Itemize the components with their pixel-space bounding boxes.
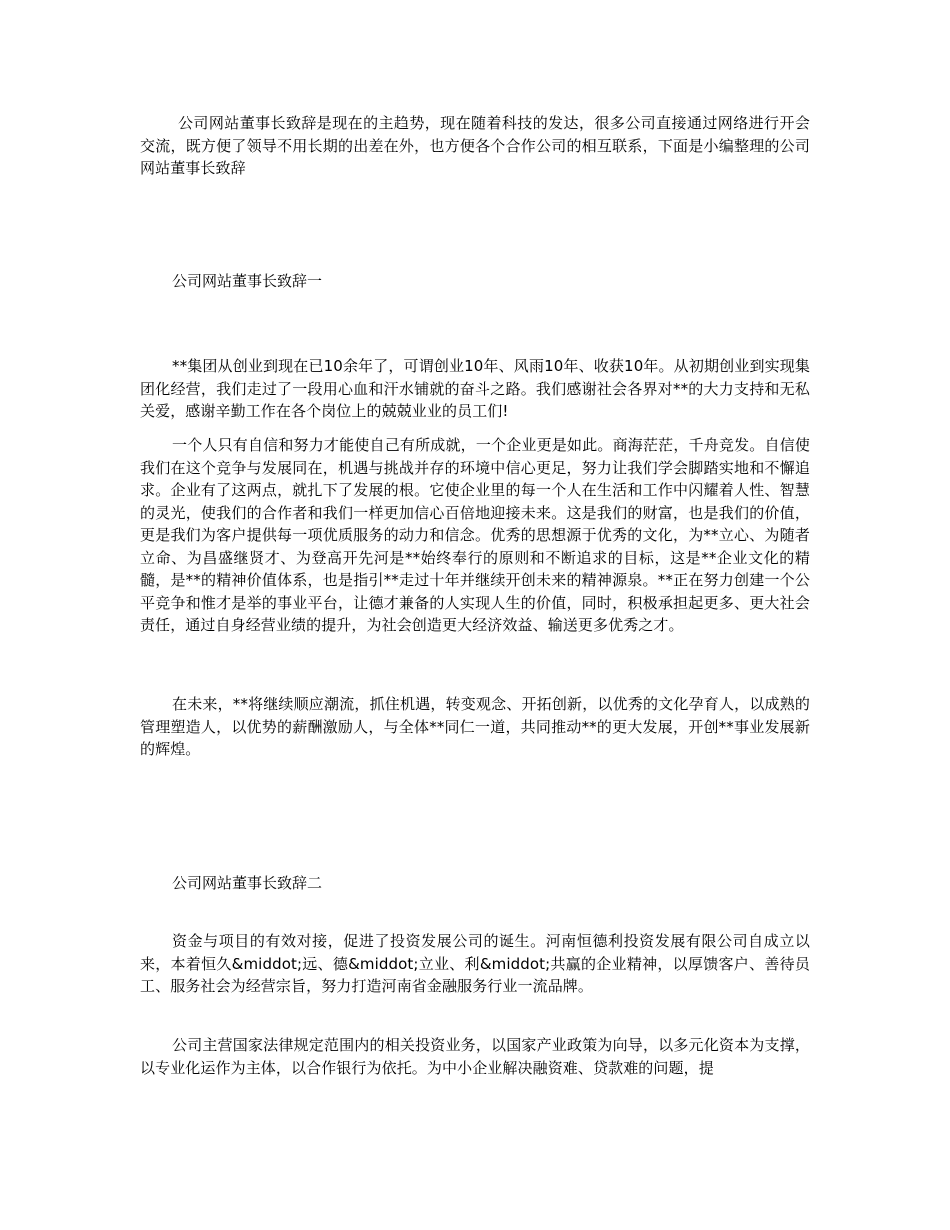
section-one-heading: 公司网站董事长致辞一 [172,272,323,290]
section-two-paragraph-2: 公司主营国家法律规定范围内的相关投资业务，以国家产业政策为向导，以多元化资本为支撑，以专业化运作为主体，以合作银行为依托。为中小企业解决融资难、贷款难的问题，提 [140,1036,810,1077]
section-two-paragraph-1: 资金与项目的有效对接，促进了投资发展公司的诞生。河南恒德利投资发展有限公司自成立以来，本着恒久&middot;远、德&middot;立业、利&middot;共赢的企业精神，以厚馈客户、善待员工、服务社会为经营宗旨，努力打造河南省金融服务行业一流品牌。 [140,932,810,995]
intro-paragraph: 公司网站董事长致辞是现在的主趋势，现在随着科技的发达，很多公司直接通过网络进行开会交流，既方便了领导不用长期的出差在外，也方便各个合作公司的相互联系，下面是小编整理的公司网站董事长致辞 [140,114,810,177]
section-two-heading: 公司网站董事长致辞二 [172,874,323,892]
section-one-paragraph-2: 一个人只有自信和努力才能使自己有所成就，一个企业更是如此。商海茫茫，千舟竞发。自信使我们在这个竞争与发展同在，机遇与挑战并存的环境中信心更足，努力让我们学会脚踏实地和不懈追求。企业有了这两点，就扎下了发展的根。它使企业里的每一个人在生活和工作中闪耀着人性、智慧的灵光，使我们的合作者和我们一样更加信心百倍地迎接未来。这是我们的财富，也是我们的价值，更是我们为客户提供每一项优质服务的动力和信念。优秀的思想源于优秀的文化，为**立心、为随者立命、为昌盛继贤才、为登高开先河是**始终奉行的原则和不断追求的目标，这是**企业文化的精髓，是**的精神价值体系，也是指引**走过十年并继续开创未来的精神源泉。**正在努力创建一个公平竞争和惟才是举的事业平台，让德才兼备的人实现人生的价值，同时，积极承担起更多、更大社会责任，通过自身经营业绩的提升，为社会创造更大经济效益、输送更多优秀之才。 [140,436,810,634]
section-one-paragraph-3: 在未来，**将继续顺应潮流，抓住机遇，转变观念、开拓创新，以优秀的文化孕育人，以成熟的管理塑造人，以优势的薪酬激励人，与全体**同仁一道，共同推动**的更大发展，开创**事业发展新的辉煌。 [140,695,810,758]
section-one-paragraph-1: **集团从创业到现在已10余年了，可谓创业10年、风雨10年、收获10年。从初期创业到实现集团化经营，我们走过了一段用心血和汗水铺就的奋斗之路。我们感谢社会各界对**的大力支持和无私关爱，感谢辛勤工作在各个岗位上的兢兢业业的员工们! [140,357,810,420]
